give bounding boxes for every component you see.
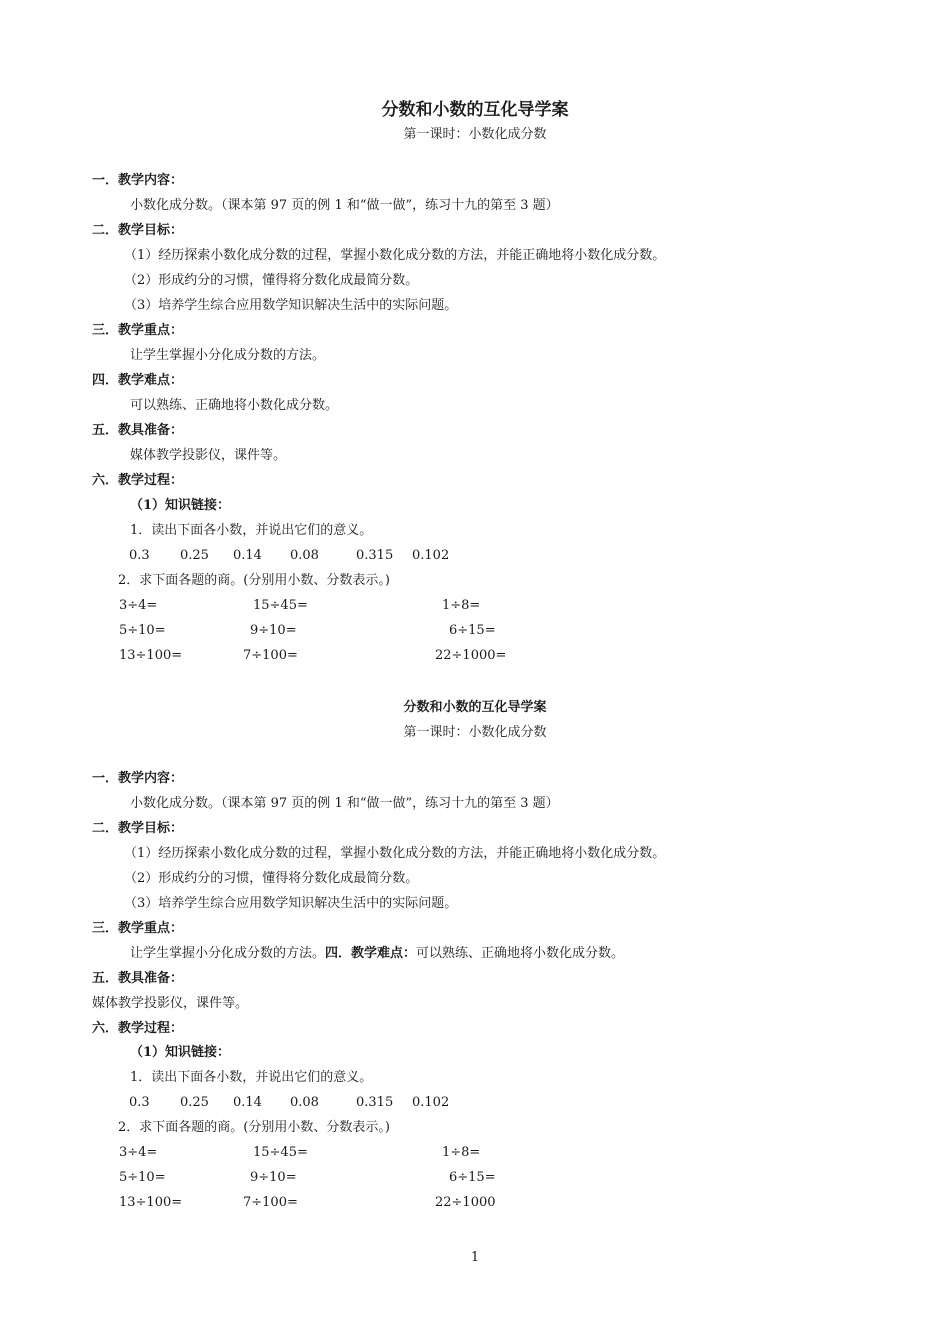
doc-subtitle: 第一课时：小数化成分数 [403, 127, 547, 142]
division-item: 15÷45= [253, 1145, 308, 1160]
doc-title-repeat: 分数和小数的互化导学案 [403, 700, 547, 715]
key-point-line [130, 946, 624, 962]
division-item: 5÷10= [119, 623, 166, 638]
decimal-item: 0.3 [129, 548, 150, 563]
heading-key-point: 三．教学重点： [92, 921, 184, 936]
decimal-item: 0.14 [233, 1095, 262, 1110]
tools-text: 媒体教学投影仪，课件等。 [92, 996, 249, 1011]
division-item: 13÷100= [119, 648, 183, 663]
question-2: 2．求下面各题的商。(分别用小数、分数表示。) [118, 1120, 390, 1135]
division-item: 22÷1000 [435, 1195, 496, 1210]
heading-content: 一．教学内容： [92, 173, 184, 188]
division-item: 6÷15= [449, 623, 496, 638]
goal-3: （3）培养学生综合应用数学知识解决生活中的实际问题。 [124, 298, 458, 313]
heading-difficulty: 四．教学难点： [92, 373, 184, 388]
division-item: 3÷4= [119, 1145, 158, 1160]
heading-content: 一．教学内容： [92, 771, 184, 786]
doc-subtitle-repeat: 第一课时：小数化成分数 [403, 725, 547, 740]
decimal-item: 0.315 [356, 1095, 394, 1110]
decimal-item: 0.102 [412, 1095, 450, 1110]
goal-3: （3）培养学生综合应用数学知识解决生活中的实际问题。 [124, 896, 458, 911]
division-item: 13÷100= [119, 1195, 183, 1210]
decimal-item: 0.14 [233, 548, 262, 563]
content-text: 小数化成分数。（课本第 97 页的例 1 和“做一做”，练习十九的第至 3 题） [130, 796, 559, 811]
question-1: 1．读出下面各小数，并说出它们的意义。 [130, 1070, 373, 1085]
decimal-item: 0.08 [290, 1095, 319, 1110]
division-item: 7÷100= [243, 648, 298, 663]
content-text: 小数化成分数。（课本第 97 页的例 1 和“做一做”，练习十九的第至 3 题） [130, 198, 559, 213]
key-point-text: 让学生掌握小分化成分数的方法。 [130, 348, 326, 363]
goal-1: （1）经历探索小数化成分数的过程，掌握小数化成分数的方法，并能正确地将小数化成分数。 [124, 248, 666, 263]
tools-text: 媒体教学投影仪，课件等。 [130, 448, 287, 463]
goal-2: （2）形成约分的习惯，懂得将分数化成最简分数。 [124, 871, 419, 886]
heading-key-point: 三．教学重点： [92, 323, 184, 338]
heading-tools: 五．教具准备： [92, 971, 184, 986]
division-item: 15÷45= [253, 598, 308, 613]
division-item: 1÷8= [442, 598, 481, 613]
decimal-item: 0.25 [180, 1095, 209, 1110]
question-1: 1．读出下面各小数，并说出它们的意义。 [130, 523, 373, 538]
decimal-item: 0.102 [412, 548, 450, 563]
decimal-item: 0.315 [356, 548, 394, 563]
page-number: 1 [470, 1250, 480, 1265]
subheading-knowledge-link: （1）知识链接： [130, 1045, 231, 1060]
subheading-knowledge-link: （1）知识链接： [130, 498, 231, 513]
division-item: 3÷4= [119, 598, 158, 613]
decimal-item: 0.08 [290, 548, 319, 563]
difficulty-text: 可以熟练、正确地将小数化成分数。 [416, 946, 625, 961]
goal-2: （2）形成约分的习惯，懂得将分数化成最简分数。 [124, 273, 419, 288]
question-2: 2．求下面各题的商。(分别用小数、分数表示。) [118, 573, 390, 588]
difficulty-text: 可以熟练、正确地将小数化成分数。 [130, 398, 339, 413]
heading-difficulty-inline: 四．教学难点： [325, 946, 417, 961]
division-item: 7÷100= [243, 1195, 298, 1210]
decimal-item: 0.3 [129, 1095, 150, 1110]
decimal-item: 0.25 [180, 548, 209, 563]
division-item: 22÷1000= [435, 648, 507, 663]
division-item: 1÷8= [442, 1145, 481, 1160]
division-item: 6÷15= [449, 1170, 496, 1185]
goal-1: （1）经历探索小数化成分数的过程，掌握小数化成分数的方法，并能正确地将小数化成分数。 [124, 846, 666, 861]
key-point-text: 让学生掌握小分化成分数的方法。 [130, 946, 326, 961]
heading-process: 六．教学过程： [92, 473, 184, 488]
division-item: 9÷10= [250, 1170, 297, 1185]
heading-goals: 二．教学目标： [92, 223, 184, 238]
division-item: 5÷10= [119, 1170, 166, 1185]
heading-tools: 五．教具准备： [92, 423, 184, 438]
heading-process: 六．教学过程： [92, 1021, 184, 1036]
doc-title: 分数和小数的互化导学案 [381, 100, 569, 120]
division-item: 9÷10= [250, 623, 297, 638]
heading-goals: 二．教学目标： [92, 821, 184, 836]
